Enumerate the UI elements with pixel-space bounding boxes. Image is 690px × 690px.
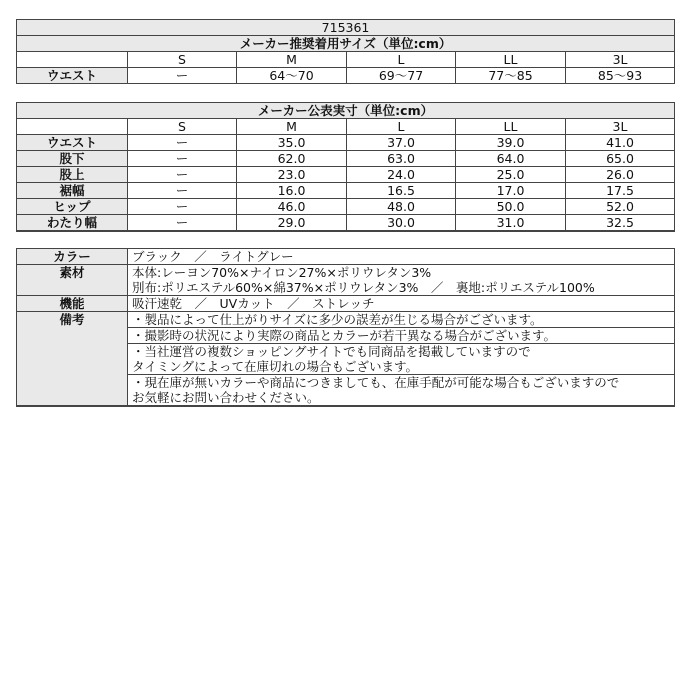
row-label: ウエスト: [17, 135, 128, 151]
row-label: わたり幅: [17, 215, 128, 232]
material-line: 本体:レーヨン70%×ナイロン27%×ポリウレタン3%: [128, 265, 675, 281]
note-item: ・現在庫が無いカラーや商品につきましても、在庫手配が可能な場合もございますので: [128, 375, 675, 391]
table-row: [17, 215, 675, 232]
color-label: カラー: [17, 249, 128, 265]
note-item-cont: タイミングによって在庫切れの場合もございます。: [128, 359, 675, 375]
product-details-table: [16, 248, 675, 407]
size-header: LL: [456, 119, 566, 135]
size-header: S: [128, 52, 237, 68]
cell-value: 85〜93: [566, 68, 675, 84]
cell-value: 39.0: [456, 135, 566, 151]
table-row: [17, 151, 675, 167]
size-header-blank: [17, 52, 128, 68]
size-header-blank: [17, 119, 128, 135]
row-label: ウエスト: [17, 68, 128, 84]
cell-value: 25.0: [456, 167, 566, 183]
material-line: 別布:ポリエステル60%×綿37%×ポリウレタン3% ／ 裏地:ポリエステル100%: [128, 280, 675, 296]
table-row: [17, 135, 675, 151]
row-label: 裾幅: [17, 183, 128, 199]
notes-label: 備考: [17, 312, 128, 407]
cell-value: 41.0: [566, 135, 675, 151]
size-header: L: [347, 52, 456, 68]
cell-value: 35.0: [237, 135, 347, 151]
product-code: 715361: [17, 20, 675, 36]
cell-value: ー: [128, 135, 237, 151]
size-header-row: [17, 52, 675, 68]
cell-value: 23.0: [237, 167, 347, 183]
note-item: ・当社運営の複数ショッピングサイトでも同商品を掲載していますので: [128, 344, 675, 360]
note-item: ・撮影時の状況により実際の商品とカラーが若干異なる場合がございます。: [128, 328, 675, 344]
note-item: ・製品によって仕上がりサイズに多少の誤差が生じる場合がございます。: [128, 312, 675, 328]
function-label: 機能: [17, 296, 128, 312]
table-row: [17, 167, 675, 183]
cell-value: 52.0: [566, 199, 675, 215]
function-value: 吸汗速乾 ／ UVカット ／ ストレッチ: [128, 296, 675, 312]
table-row: [17, 68, 675, 84]
size-header: 3L: [566, 119, 675, 135]
cell-value: 29.0: [237, 215, 347, 232]
table-row: [17, 199, 675, 215]
cell-value: 37.0: [347, 135, 456, 151]
detail-row-material: [17, 265, 675, 281]
cell-value: ー: [128, 215, 237, 232]
cell-value: 77〜85: [456, 68, 566, 84]
actual-measurement-table: [16, 102, 675, 232]
cell-value: 32.5: [566, 215, 675, 232]
detail-row-color: [17, 249, 675, 265]
detail-row-notes: [17, 312, 675, 328]
row-label: ヒップ: [17, 199, 128, 215]
cell-value: 64.0: [456, 151, 566, 167]
cell-value: 17.5: [566, 183, 675, 199]
cell-value: 46.0: [237, 199, 347, 215]
cell-value: 50.0: [456, 199, 566, 215]
recommended-size-title: メーカー推奨着用サイズ（単位:cm）: [17, 36, 675, 52]
cell-value: 30.0: [347, 215, 456, 232]
cell-value: 16.5: [347, 183, 456, 199]
size-header-row: [17, 119, 675, 135]
cell-value: 26.0: [566, 167, 675, 183]
table-row: [17, 183, 675, 199]
cell-value: 62.0: [237, 151, 347, 167]
material-label: 素材: [17, 265, 128, 296]
row-label: 股下: [17, 151, 128, 167]
note-item-cont: お気軽にお問い合わせください。: [128, 390, 675, 406]
size-header: S: [128, 119, 237, 135]
cell-value: 24.0: [347, 167, 456, 183]
size-header: M: [237, 119, 347, 135]
cell-value: ー: [128, 151, 237, 167]
size-header: L: [347, 119, 456, 135]
cell-value: 64〜70: [237, 68, 347, 84]
size-header: M: [237, 52, 347, 68]
cell-value: ー: [128, 68, 237, 84]
cell-value: ー: [128, 199, 237, 215]
cell-value: 17.0: [456, 183, 566, 199]
recommended-size-table: [16, 19, 675, 84]
cell-value: ー: [128, 183, 237, 199]
actual-measurement-title: メーカー公表実寸（単位:cm）: [17, 103, 675, 119]
cell-value: 16.0: [237, 183, 347, 199]
cell-value: 48.0: [347, 199, 456, 215]
cell-value: ー: [128, 167, 237, 183]
cell-value: 69〜77: [347, 68, 456, 84]
detail-row-function: [17, 296, 675, 312]
size-header: 3L: [566, 52, 675, 68]
cell-value: 63.0: [347, 151, 456, 167]
size-header: LL: [456, 52, 566, 68]
cell-value: 65.0: [566, 151, 675, 167]
cell-value: 31.0: [456, 215, 566, 232]
row-label: 股上: [17, 167, 128, 183]
color-value: ブラック ／ ライトグレー: [128, 249, 675, 265]
